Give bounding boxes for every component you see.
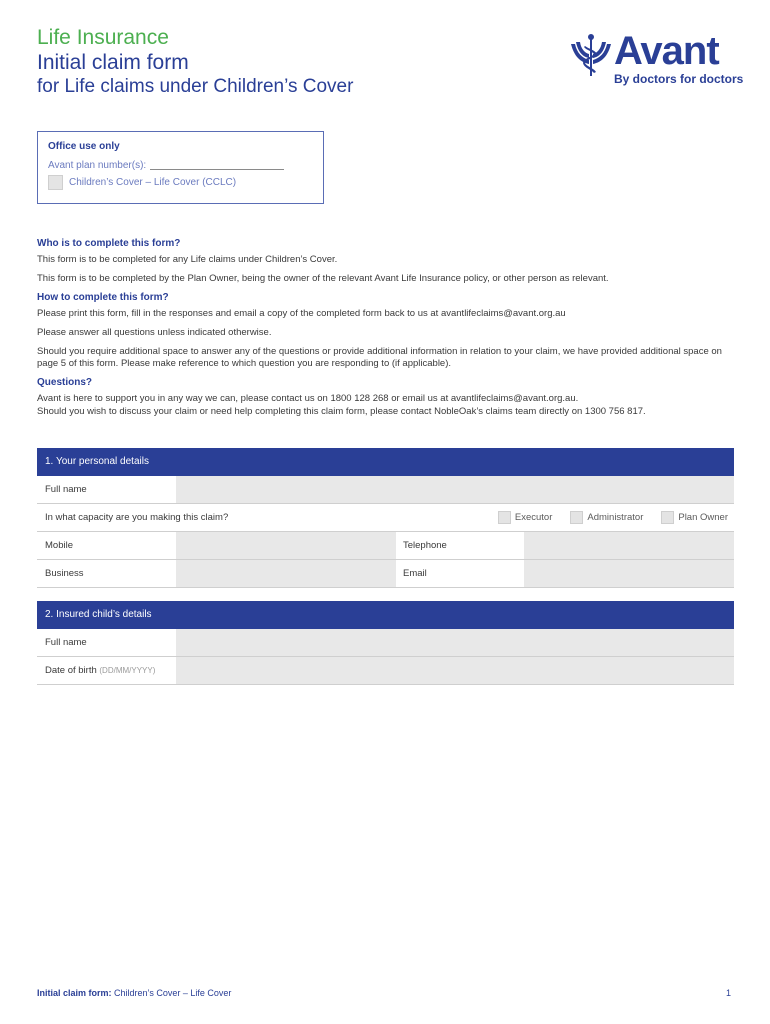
- cclc-checkbox-label: Children’s Cover – Life Cover (CCLC): [69, 177, 237, 188]
- page-number: 1: [726, 988, 732, 998]
- executor-label: Executor: [514, 512, 553, 523]
- footer-text: Children’s Cover – Life Cover: [111, 988, 232, 998]
- telephone-label: Telephone: [403, 540, 447, 551]
- section-1-heading: 1. Your personal details: [37, 448, 734, 476]
- questions-paragraph-1: Avant is here to support you in any way we can, please contact us on 1800 128 268 or email us at avantlifeclaims@avant.org.au.: [37, 393, 579, 404]
- child-full-name-label: Full name: [45, 637, 87, 648]
- footer-form-title: [37, 988, 231, 998]
- office-use-box: [37, 131, 324, 204]
- capacity-label: In what capacity are you making this claim?: [45, 512, 229, 523]
- mobile-input[interactable]: [176, 532, 396, 559]
- who-paragraph-2: This form is to be completed by the Plan Owner, being the owner of the relevant Avant Life Insurance policy, or other person as relevant.: [37, 273, 609, 284]
- row-child-full-name: [37, 629, 734, 657]
- questions-paragraph-2: Should you wish to discuss your claim or need help completing this claim form, please contact NobleOak’s claims team directly on 1300 756 817.: [37, 406, 646, 417]
- cclc-checkbox[interactable]: [48, 175, 63, 190]
- cclc-checkbox-row: [48, 175, 236, 190]
- dob-text: Date of birth: [45, 665, 97, 676]
- child-dob-label: [37, 657, 176, 684]
- row-full-name: [37, 476, 734, 504]
- child-dob-input[interactable]: [176, 657, 734, 684]
- footer-label: Initial claim form:: [37, 988, 112, 998]
- business-label: Business: [45, 568, 84, 579]
- how-paragraph-1: Please print this form, fill in the responses and email a copy of the completed form back to us at avantlifeclaims@avant.org.au: [37, 308, 566, 319]
- plan-number-label: Avant plan number(s):: [48, 160, 147, 171]
- title-initial-claim-form: Initial claim form: [37, 51, 189, 74]
- full-name-label: Full name: [45, 484, 87, 495]
- administrator-label: Administrator: [587, 512, 644, 523]
- option-executor[interactable]: [498, 511, 553, 524]
- section-child-details: [37, 601, 734, 685]
- full-name-input[interactable]: [176, 476, 734, 503]
- title-life-insurance: Life Insurance: [37, 26, 169, 49]
- subtitle: for Life claims under Children’s Cover: [37, 76, 354, 97]
- email-input[interactable]: [524, 560, 734, 587]
- plan-owner-checkbox[interactable]: [661, 511, 674, 524]
- who-paragraph-1: This form is to be completed for any Life claims under Children’s Cover.: [37, 254, 338, 265]
- caduceus-wings-icon: [568, 32, 614, 78]
- section-2-heading: 2. Insured child’s details: [37, 601, 734, 629]
- capacity-options: [480, 511, 734, 524]
- logo-tagline: By doctors for doctors: [614, 72, 744, 86]
- mobile-label: Mobile: [45, 540, 73, 551]
- questions-heading: Questions?: [37, 377, 93, 388]
- telephone-input[interactable]: [524, 532, 734, 559]
- plan-number-line[interactable]: [150, 169, 284, 170]
- child-full-name-input[interactable]: [176, 629, 734, 656]
- logo-wordmark: Avant: [614, 29, 719, 73]
- executor-checkbox[interactable]: [498, 511, 511, 524]
- how-heading: How to complete this form?: [37, 292, 169, 303]
- row-business-email: [37, 560, 734, 588]
- option-plan-owner[interactable]: [661, 511, 728, 524]
- row-mobile-telephone: [37, 532, 734, 560]
- dob-hint: (DD/MM/YYYY): [99, 666, 156, 675]
- plan-owner-label: Plan Owner: [678, 512, 728, 523]
- instructions: [37, 238, 737, 425]
- email-label: Email: [403, 568, 427, 579]
- option-administrator[interactable]: [570, 511, 643, 524]
- administrator-checkbox[interactable]: [570, 511, 583, 524]
- row-capacity: [37, 504, 734, 532]
- row-child-dob: [37, 657, 734, 685]
- business-input[interactable]: [176, 560, 396, 587]
- capacity-question: [37, 504, 734, 531]
- avant-logo: [568, 28, 744, 90]
- how-paragraph-2: Please answer all questions unless indicated otherwise.: [37, 327, 272, 338]
- plan-number-field: [48, 160, 284, 171]
- office-use-title: Office use only: [48, 141, 120, 152]
- how-paragraph-3: Should you require additional space to answer any of the questions or provide additional information in relation to your claim, we have provided additional space on page 5 of this form. Please make reference to which question you are responding to (if applicable).: [37, 346, 722, 369]
- section-personal-details: [37, 448, 734, 588]
- who-heading: Who is to complete this form?: [37, 238, 181, 249]
